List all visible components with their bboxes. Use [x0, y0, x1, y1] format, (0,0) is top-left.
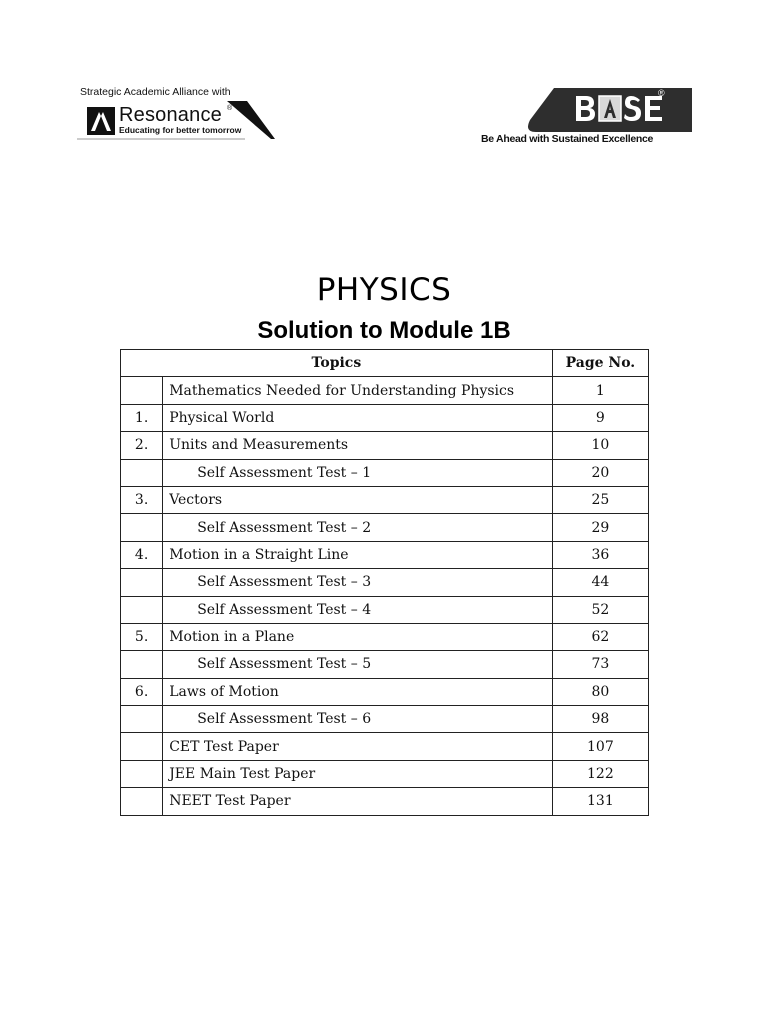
row-number: 5.	[121, 623, 163, 650]
resonance-registered-mark: ®	[227, 105, 233, 112]
row-page-number: 44	[552, 569, 648, 596]
resonance-tagline: Educating for better tomorrow	[119, 125, 242, 135]
table-row	[121, 514, 649, 541]
row-topic: Laws of Motion	[163, 678, 553, 705]
row-page-number: 80	[552, 678, 648, 705]
row-page-number: 36	[552, 541, 648, 568]
resonance-logo	[77, 101, 275, 141]
row-topic: Motion in a Straight Line	[163, 541, 553, 568]
row-number	[121, 733, 163, 760]
table-row	[121, 486, 649, 513]
row-page-number: 107	[552, 733, 648, 760]
base-logo-icon	[524, 86, 692, 132]
row-topic: Self Assessment Test – 6	[163, 706, 553, 733]
row-page-number: 25	[552, 486, 648, 513]
resonance-name: Resonance	[119, 104, 222, 126]
table-row	[121, 541, 649, 568]
row-topic: Units and Measurements	[163, 432, 553, 459]
row-page-number: 9	[552, 404, 648, 431]
row-page-number: 131	[552, 788, 648, 815]
row-page-number: 29	[552, 514, 648, 541]
row-number	[121, 596, 163, 623]
alliance-text: Strategic Academic Alliance with	[80, 86, 231, 98]
table-row	[121, 459, 649, 486]
row-page-number: 52	[552, 596, 648, 623]
table-row	[121, 377, 649, 404]
base-registered-mark: ®	[658, 88, 665, 98]
row-topic: Self Assessment Test – 4	[163, 596, 553, 623]
row-topic: Self Assessment Test – 3	[163, 569, 553, 596]
topics-header: Topics	[121, 350, 553, 377]
row-number	[121, 459, 163, 486]
base-logo	[524, 86, 692, 132]
table-row	[121, 432, 649, 459]
row-number	[121, 706, 163, 733]
base-tagline: Be Ahead with Sustained Excellence	[481, 133, 654, 145]
resonance-logo-icon	[87, 107, 115, 135]
row-number	[121, 788, 163, 815]
table-row	[121, 678, 649, 705]
row-page-number: 10	[552, 432, 648, 459]
row-number	[121, 377, 163, 404]
row-number: 2.	[121, 432, 163, 459]
table-row	[121, 760, 649, 787]
row-number	[121, 760, 163, 787]
table-row	[121, 404, 649, 431]
row-number	[121, 569, 163, 596]
page-no-header: Page No.	[552, 350, 648, 377]
row-page-number: 122	[552, 760, 648, 787]
row-topic: Self Assessment Test – 1	[163, 459, 553, 486]
table-row	[121, 569, 649, 596]
row-topic: NEET Test Paper	[163, 788, 553, 815]
contents-table	[120, 349, 649, 816]
row-page-number: 1	[552, 377, 648, 404]
row-page-number: 62	[552, 623, 648, 650]
row-topic: Motion in a Plane	[163, 623, 553, 650]
table-row	[121, 623, 649, 650]
table-row	[121, 651, 649, 678]
row-number: 6.	[121, 678, 163, 705]
row-number	[121, 651, 163, 678]
row-topic: Physical World	[163, 404, 553, 431]
page-title: PHYSICS	[316, 272, 452, 308]
row-topic: Vectors	[163, 486, 553, 513]
row-topic: Self Assessment Test – 2	[163, 514, 553, 541]
row-number: 1.	[121, 404, 163, 431]
table-row	[121, 596, 649, 623]
row-number	[121, 514, 163, 541]
row-number: 3.	[121, 486, 163, 513]
table-header-row	[121, 350, 649, 377]
table-row	[121, 788, 649, 815]
row-page-number: 73	[552, 651, 648, 678]
row-topic: Self Assessment Test – 5	[163, 651, 553, 678]
page-subtitle: Solution to Module 1B	[257, 317, 511, 344]
row-number: 4.	[121, 541, 163, 568]
row-topic: Mathematics Needed for Understanding Physics	[163, 377, 553, 404]
table-row	[121, 733, 649, 760]
table-row	[121, 706, 649, 733]
row-page-number: 98	[552, 706, 648, 733]
row-topic: CET Test Paper	[163, 733, 553, 760]
row-topic: JEE Main Test Paper	[163, 760, 553, 787]
contents-table-body	[121, 377, 649, 815]
row-page-number: 20	[552, 459, 648, 486]
